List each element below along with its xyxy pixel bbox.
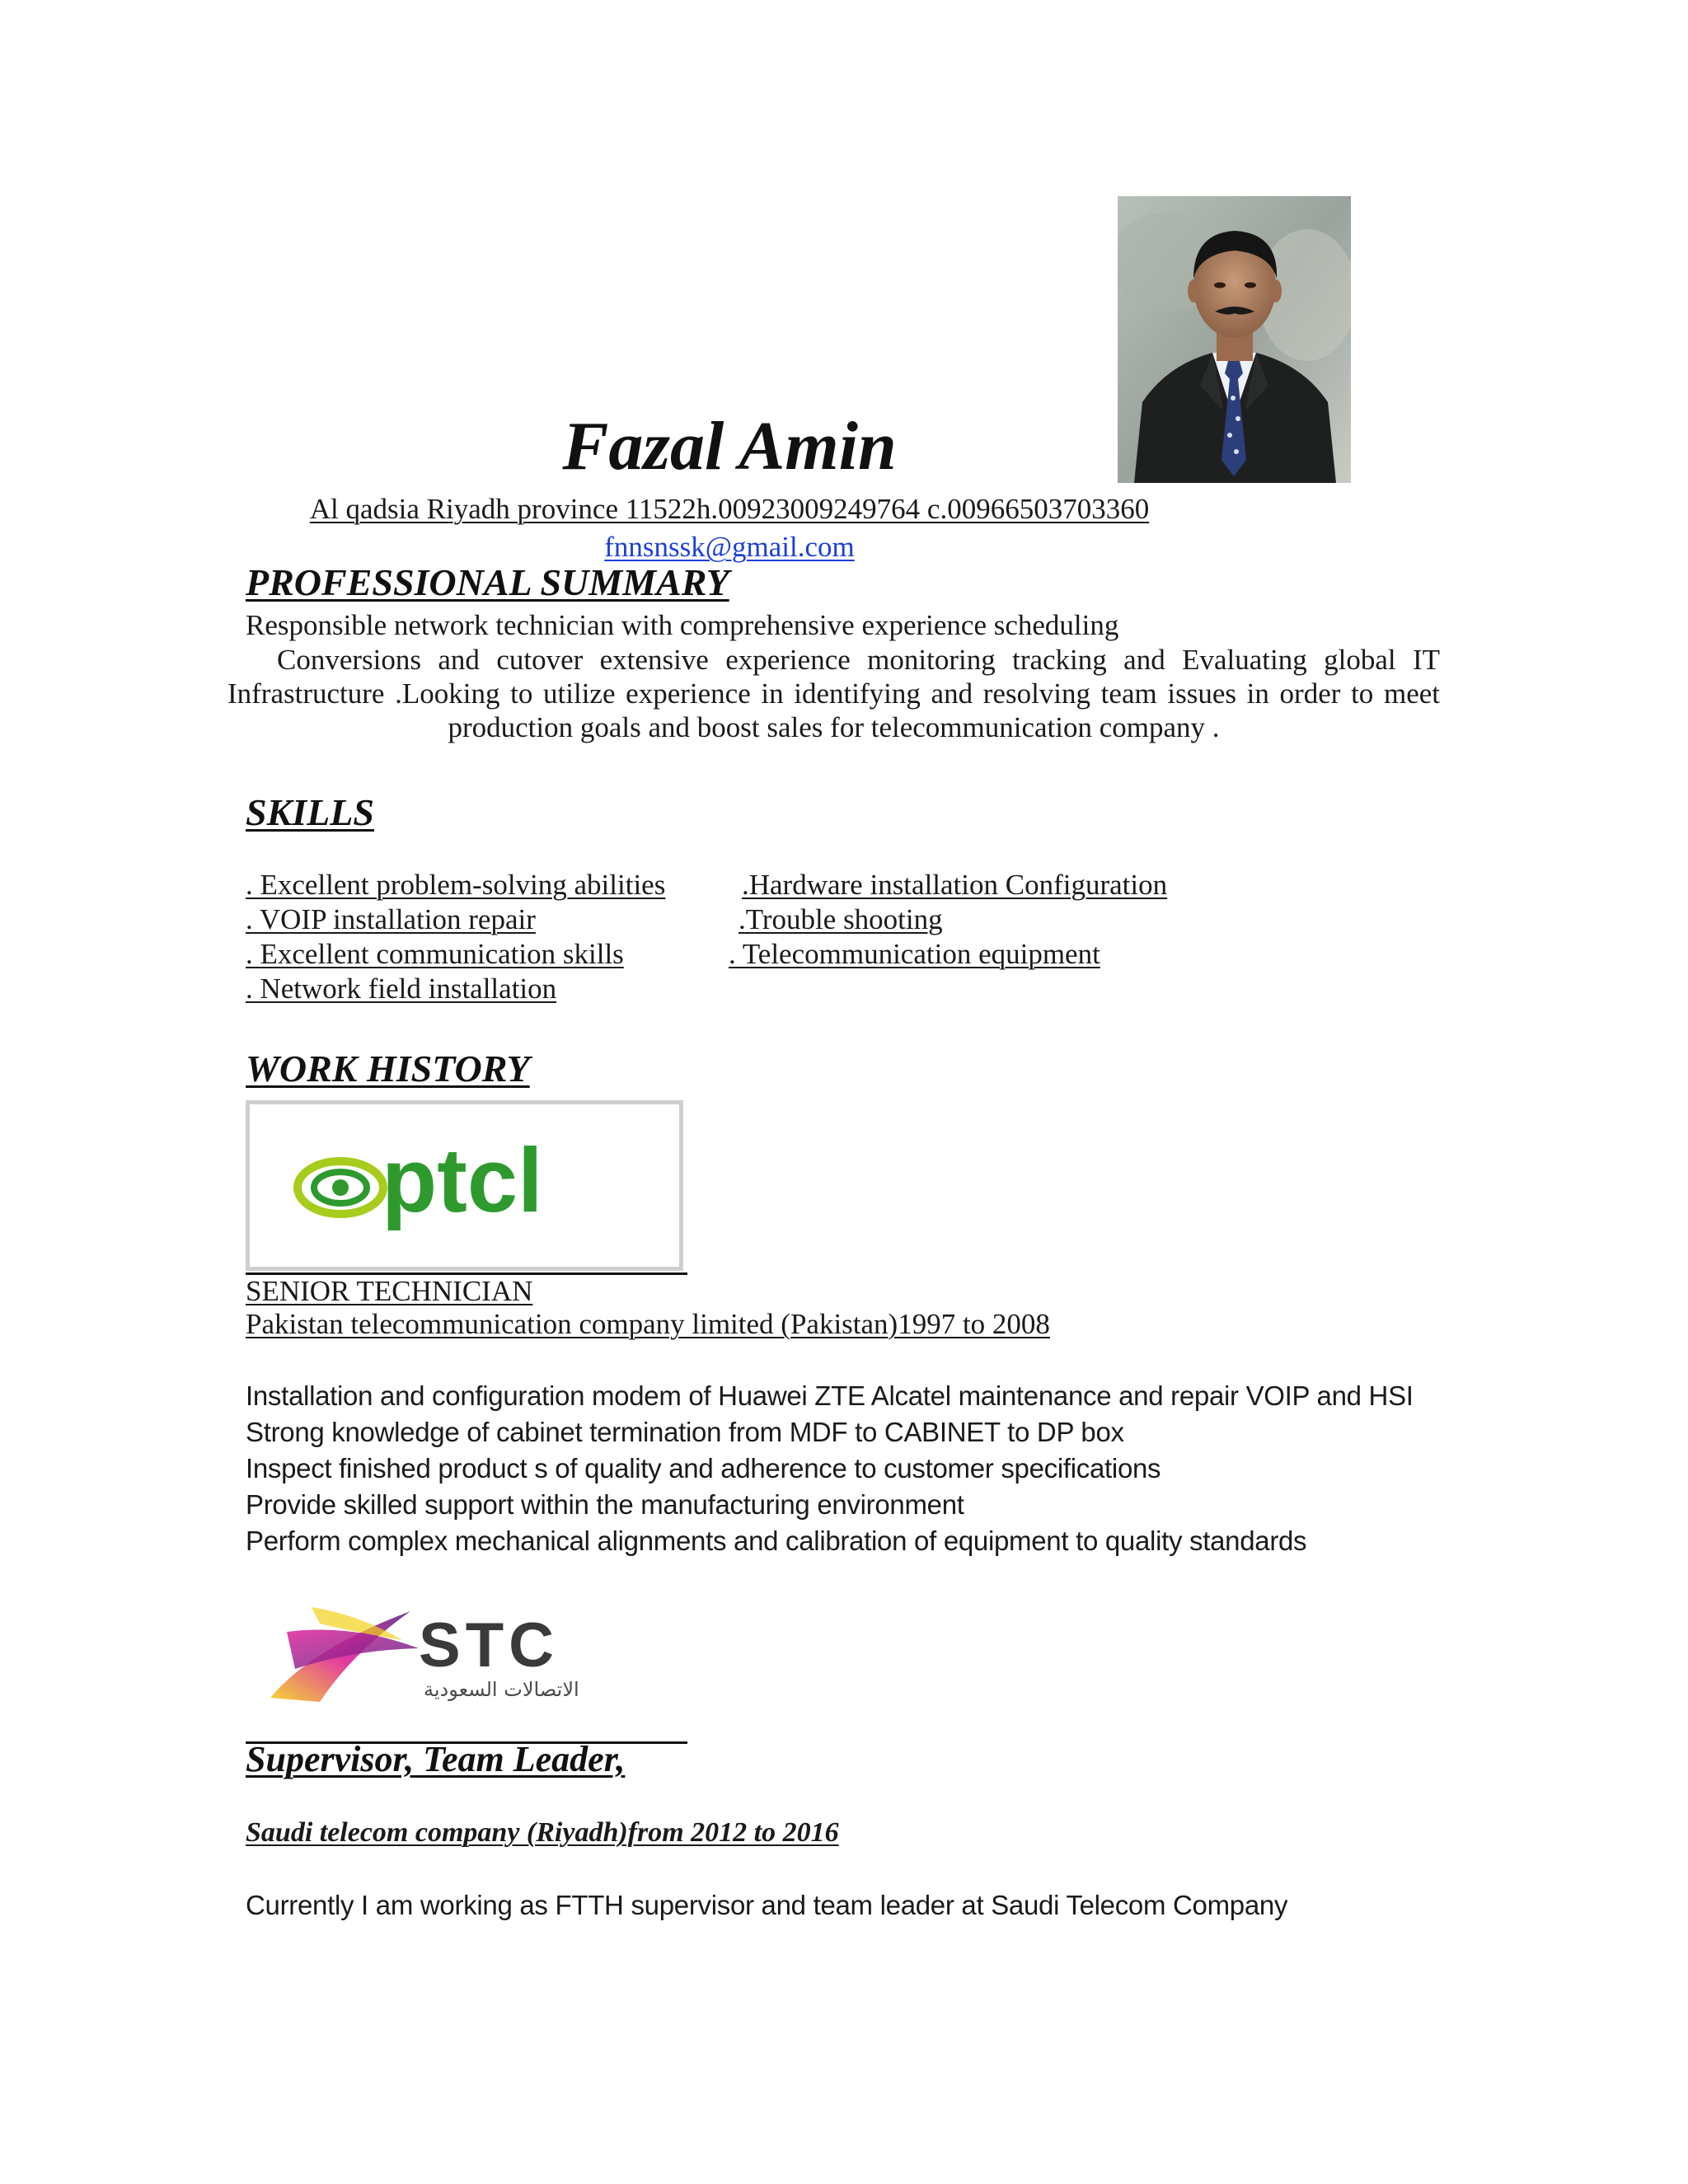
skill-item: . Excellent communication skills: [246, 938, 624, 970]
summary-heading: PROFESSIONAL SUMMARY: [246, 561, 729, 603]
ptcl-logo-text: ptcl: [382, 1130, 543, 1231]
skill-item: .Hardware installation Configuration: [742, 869, 1168, 901]
job-company: Pakistan telecommunication company limited (Pakistan)1997 to 2008: [246, 1308, 1050, 1340]
job-duty: Inspect finished product s of quality and adherence to customer specifications: [246, 1453, 1161, 1483]
skill-item: . VOIP installation repair: [246, 903, 536, 935]
job-duty: Installation and configuration modem of Huawei ZTE Alcatel maintenance and repair VOIP and HSI: [246, 1380, 1414, 1411]
stc-logo-arabic: الاتصالات السعودية: [424, 1678, 579, 1701]
summary-line-4: production goals and boost sales for telecommunication company .: [448, 711, 1220, 743]
work-history-heading: WORK HISTORY: [246, 1047, 530, 1090]
contact-email: [0, 532, 1459, 561]
skill-item: . Telecommunication equipment: [729, 938, 1100, 970]
summary-line-3: Infrastructure .Looking to utilize experience in identifying and resolving team issues in order to meet: [227, 677, 1440, 710]
skills-heading: SKILLS: [246, 791, 374, 833]
candidate-name: Fazal Amin: [562, 408, 897, 485]
skill-item: .Trouble shooting: [738, 903, 943, 935]
summary-line-1: Responsible network technician with comprehensive experience scheduling: [246, 609, 1119, 641]
job-duty: Provide skilled support within the manufacturing environment: [246, 1489, 964, 1520]
job-duty: Perform complex mechanical alignments and calibration of equipment to quality standards: [246, 1526, 1307, 1556]
stc-logo: [262, 1591, 674, 1714]
address-text: Al qadsia Riyadh province 11522h.00923009249764 c.00966503703360: [309, 493, 1150, 525]
skill-item: . Excellent problem-solving abilities: [246, 869, 666, 901]
job-title: SENIOR TECHNICIAN: [246, 1275, 533, 1307]
summary-line-2: Conversions and cutover extensive experience monitoring tracking and Evaluating global IT: [277, 644, 1440, 676]
job-duty: Strong knowledge of cabinet termination from MDF to CABINET to DP box: [246, 1417, 1124, 1447]
job-company: Saudi telecom company (Riyadh)from 2012 to 2016: [246, 1817, 839, 1848]
skill-item: . Network field installation: [246, 972, 557, 1005]
contact-address: [0, 494, 1459, 523]
job-title: Supervisor, Team Leader,: [246, 1739, 626, 1779]
email-link[interactable]: fnnsnssk@gmail.com: [604, 531, 855, 563]
job-duty: Currently I am working as FTTH supervisor and team leader at Saudi Telecom Company: [246, 1890, 1288, 1920]
ptcl-logo: [246, 1100, 683, 1271]
stc-logo-text: STC: [419, 1610, 559, 1680]
